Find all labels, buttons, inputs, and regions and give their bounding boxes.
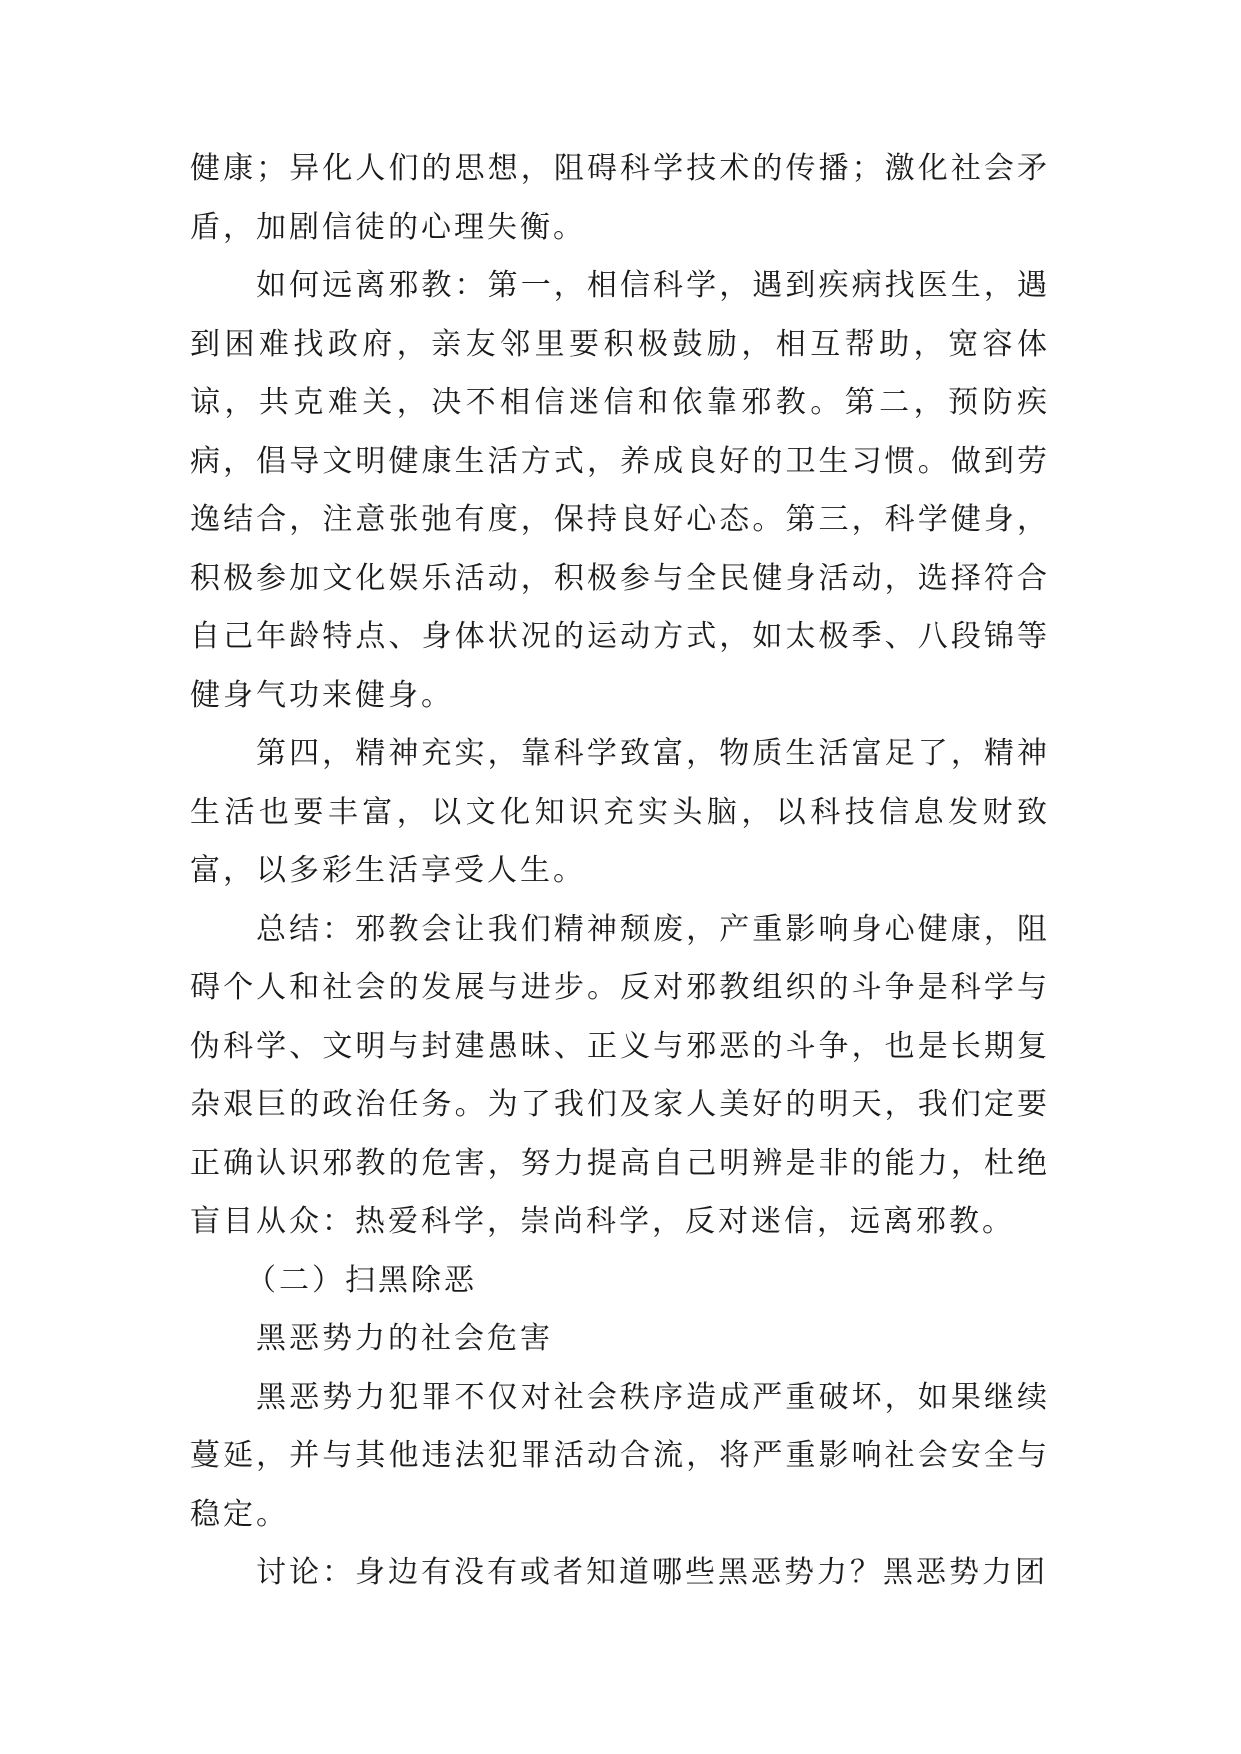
subsection-heading: 黑恶势力的社会危害 xyxy=(256,1321,553,1356)
paragraph-fourth-point: 第四，精神充实，靠科学致富，物质生活富足了，精神生活也要丰富，以文化知识充实头脑，以科技信息发财致富，以多彩生活享受人生。 xyxy=(190,736,1050,888)
paragraph-continued: 健康；异化人们的思想，阻碍科学技术的传播；激化社会矛盾，加剧信徒的心理失衡。 xyxy=(190,151,1050,245)
paragraph-discussion: 讨论：身边有没有或者知道哪些黑恶势力？黑恶势力团 xyxy=(256,1555,1048,1590)
paragraph-summary: 总结：邪教会让我们精神颓废，产重影响身心健康，阻碍个人和社会的发展与进步。反对邪教组织的斗争是科学与伪科学、文明与封建愚昧、正义与邪恶的斗争，也是长期复杂艰巨的政治任务。为了我们及家人美好的明天，我们定要正确认识邪教的危害，努力提高自己明辨是非的能力，杜绝盲目从众：热爱科学，崇尚科学，反对迷信，远离邪教。 xyxy=(190,911,1050,1239)
document-page xyxy=(190,140,1050,1603)
paragraph-stay-away-from-cults: 如何远离邪教：第一，相信科学，遇到疾病找医生，遇到困难找政府，亲友邻里要积极鼓励，相互帮助，宽容体谅，共克难关，决不相信迷信和依靠邪教。第二，预防疾病，倡导文明健康生活方式，养成良好的卫生习惯。做到劳逸结合，注意张弛有度，保持良好心态。第三，科学健身，积极参加文化娱乐活动，积极参与全民健身活动，选择符合自己年龄特点、身体状况的运动方式，如太极季、八段锦等健身气功来健身。 xyxy=(190,268,1050,713)
section-heading: （二）扫黑除恶 xyxy=(246,1262,477,1298)
paragraph-gang-harm: 黑恶势力犯罪不仅对社会秩序造成严重破坏，如果继续蔓延，并与其他违法犯罪活动合流，将严重影响社会安全与稳定。 xyxy=(190,1379,1050,1532)
